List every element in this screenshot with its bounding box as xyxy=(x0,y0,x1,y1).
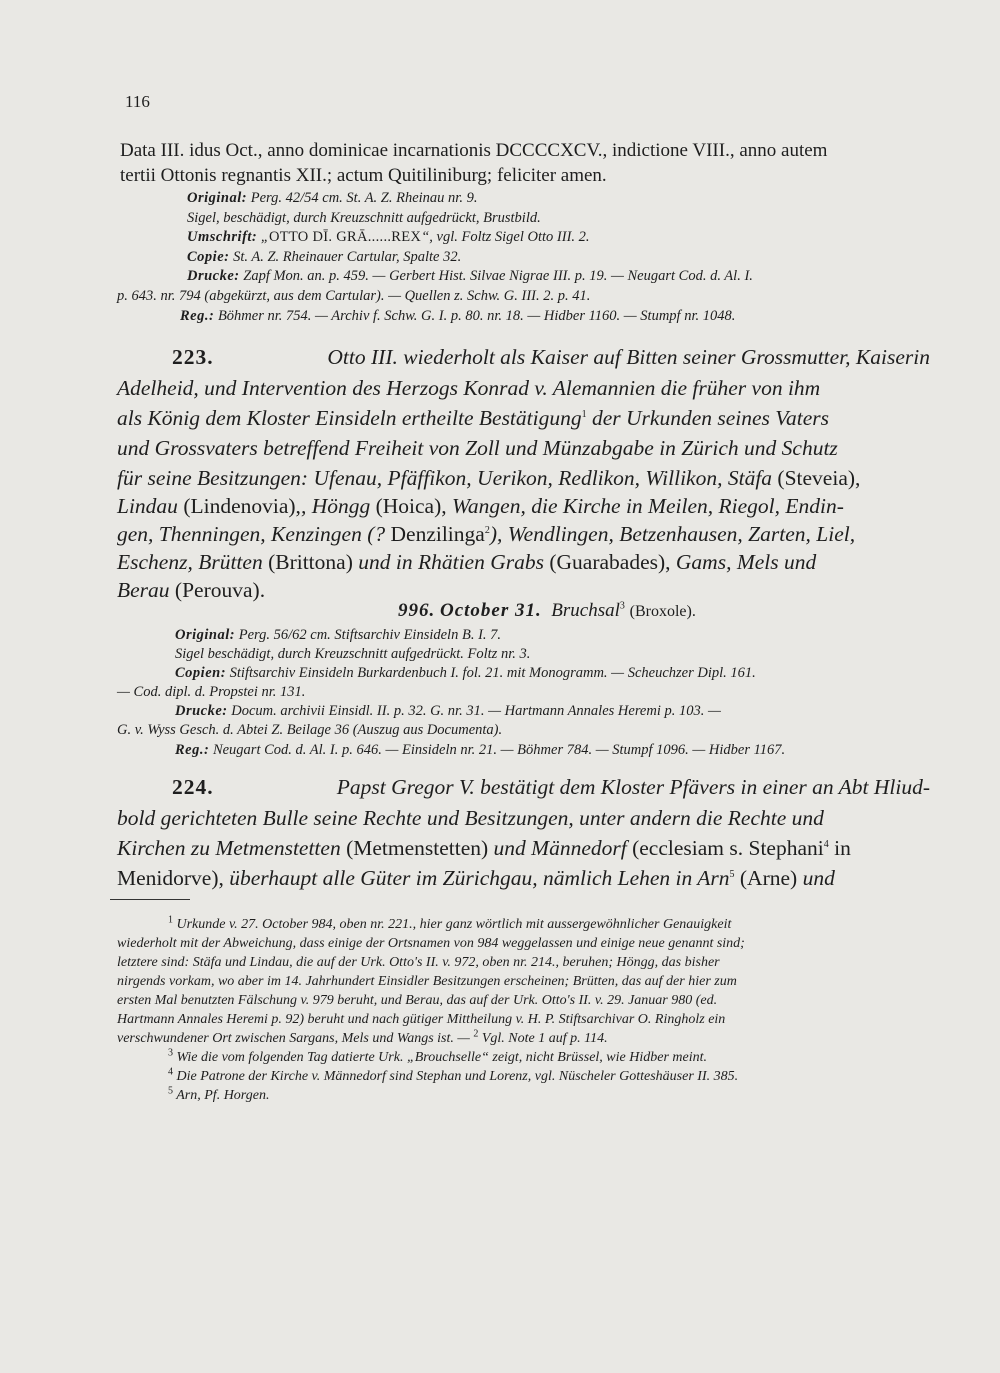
note-223-drucke: Drucke: Docum. archivii Einsidl. II. p. 32. G. nr. 31. — Hartmann Annales Heremi p. 103. — xyxy=(175,703,721,719)
note-223-original: Original: Perg. 56/62 cm. Stiftsarchiv Einsideln B. I. 7. xyxy=(175,627,502,643)
regest-224-line-2: bold gerichteten Bulle seine Rechte und Besitzungen, unter andern die Rechte und xyxy=(117,806,824,830)
note-drucke-cont: p. 643. nr. 794 (abgekürzt, aus dem Cartular). — Quellen z. Schw. G. III. 2. p. 41. xyxy=(117,288,591,304)
regest-223-line-5: für seine Besitzungen: Ufenau, Pfäffikon, Uerikon, Redlikon, Willikon, Stäfa (Steveia), xyxy=(117,466,861,490)
footnote-1-line-6: Hartmann Annales Heremi p. 92) beruht und nach gütiger Mittheilung v. H. P. Stiftsarchivar O. Ringholz ein xyxy=(117,1012,726,1027)
regest-223-line-8: Eschenz, Brütten (Brittona) und in Rhätien Grabs (Guarabades), Gams, Mels und xyxy=(117,550,817,574)
footnote-1-line-7: verschwundener Ort zwischen Sargans, Mels und Wangs ist. — $^2$ Vgl. Note 1 auf p. 114. xyxy=(117,1028,608,1046)
note-223-seal: Sigel beschädigt, durch Kreuzschnitt aufgedrückt. Foltz nr. 3. xyxy=(175,646,531,662)
intro-line-2: tertii Ottonis regnantis XII.; actum Quitiliniburg; feliciter amen. xyxy=(120,165,607,186)
footnote-5: $^5$ Arn, Pf. Horgen. xyxy=(168,1085,270,1103)
footnote-1-line-1: $^1$ Urkunde v. 27. October 984, oben nr. 221., hier ganz wörtlich mit aussergewöhnlicher Genauigkeit xyxy=(168,914,732,932)
footnote-rule xyxy=(110,899,190,900)
regest-223-line-7: gen, Thenningen, Kenzingen (? Denzilinga$^2$), Wendlingen, Betzenhausen, Zarten, Liel, xyxy=(117,522,856,546)
doc-number-224: 224. xyxy=(172,775,214,799)
note-copie: Copie: St. A. Z. Rheinauer Cartular, Spalte 32. xyxy=(187,249,462,265)
intro-line-1: Data III. idus Oct., anno dominicae incarnationis DCCCCXCV., indictione VIII., anno autem xyxy=(120,140,828,161)
page-number: 116 xyxy=(125,92,150,111)
note-223-copien-cont: — Cod. dipl. d. Propstei nr. 131. xyxy=(117,684,306,700)
regest-223-line-6: Lindau (Lindenovia),, Höngg (Hoica), Wangen, die Kirche in Meilen, Riegol, Endin- xyxy=(117,494,844,518)
note-223-copien: Copien: Stiftsarchiv Einsideln Burkardenbuch I. fol. 21. mit Monogramm. — Scheuchzer Dipl. 161. xyxy=(175,665,756,681)
note-drucke: Drucke: Zapf Mon. an. p. 459. — Gerbert Hist. Silvae Nigrae III. p. 19. — Neugart Cod. d. Al. I. xyxy=(187,268,753,284)
regest-224-line-3: Kirchen zu Metmenstetten (Metmenstetten) und Männedorf (ecclesiam s. Stephani$^4$ in xyxy=(117,836,851,860)
note-223-drucke-cont: G. v. Wyss Gesch. d. Abtei Z. Beilage 36 (Auszug aus Documenta). xyxy=(117,722,503,738)
footnote-3: $^3$ Wie die vom folgenden Tag datierte Urk. „Brouchselle“ zeigt, nicht Brüssel, wie Hidber meint. xyxy=(168,1047,708,1065)
regest-223-line-4: und Grossvaters betreffend Freiheit von Zoll und Münzabgabe in Zürich und Schutz xyxy=(117,436,838,460)
regest-223-line-1: 223. Otto III. wiederholt als Kaiser auf Bitten seiner Grossmutter, Kaiserin xyxy=(172,345,930,369)
footnote-1-line-5: ersten Mal benutzten Fälschung v. 979 beruht, und Berau, das auf der Urk. Otto's II. v. 29. Januar 980 (ed. xyxy=(117,993,718,1008)
note-reg: Reg.: Böhmer nr. 754. — Archiv f. Schw. G. I. p. 80. nr. 18. — Hidber 1160. — Stumpf nr. 1048. xyxy=(180,308,736,324)
note-original: Original: Perg. 42/54 cm. St. A. Z. Rheinau nr. 9. xyxy=(187,190,478,206)
doc-number-223: 223. xyxy=(172,345,214,369)
footnote-1-line-3: letztere sind: Stäfa und Lindau, die auf der Urk. Otto's II. v. 972, oben nr. 214., beruhen; Höngg, das bisher xyxy=(117,955,720,970)
footnote-4: $^4$ Die Patrone der Kirche v. Männedorf sind Stephan und Lorenz, vgl. Nüscheler Gotteshäuser II. 385. xyxy=(168,1066,739,1084)
regest-223-line-9: Berau (Perouva). xyxy=(117,578,266,602)
footnote-1-line-2: wiederholt mit der Abweichung, dass einige der Ortsnamen von 984 weggelassen und einige neue genannt sind; xyxy=(117,936,745,951)
regest-224-line-4: Menidorve), überhaupt alle Güter im Zürichgau, nämlich Lehen in Arn$^5$ (Arne) und xyxy=(117,866,835,890)
note-223-reg: Reg.: Neugart Cod. d. Al. I. p. 646. — Einsideln nr. 21. — Böhmer 784. — Stumpf 1096. — Hidber 1167. xyxy=(175,742,786,758)
regest-223-line-3: als König dem Kloster Einsideln ertheilte Bestätigung$^1$ der Urkunden seines Vaters xyxy=(117,406,830,430)
dateline-223: 996. October 31. Bruchsal$^3$ (Broxole). xyxy=(398,600,696,621)
regest-223-line-2: Adelheid, und Intervention des Herzogs Konrad v. Alemannien die früher von ihm xyxy=(117,376,821,400)
note-seal: Sigel, beschädigt, durch Kreuzschnitt aufgedrückt, Brustbild. xyxy=(187,210,541,226)
regest-224-line-1: 224. Papst Gregor V. bestätigt dem Kloster Pfävers in einer an Abt Hliud- xyxy=(172,775,930,799)
footnote-1-line-4: nirgends vorkam, wo aber im 14. Jahrhundert Einsidler Besitzungen erscheinen; Brütten, das auf der hier zum xyxy=(117,974,737,989)
note-umschrift: Umschrift: „OTTO DĪ. GRĀ......REX“, vgl. Foltz Sigel Otto III. 2. xyxy=(187,229,590,245)
